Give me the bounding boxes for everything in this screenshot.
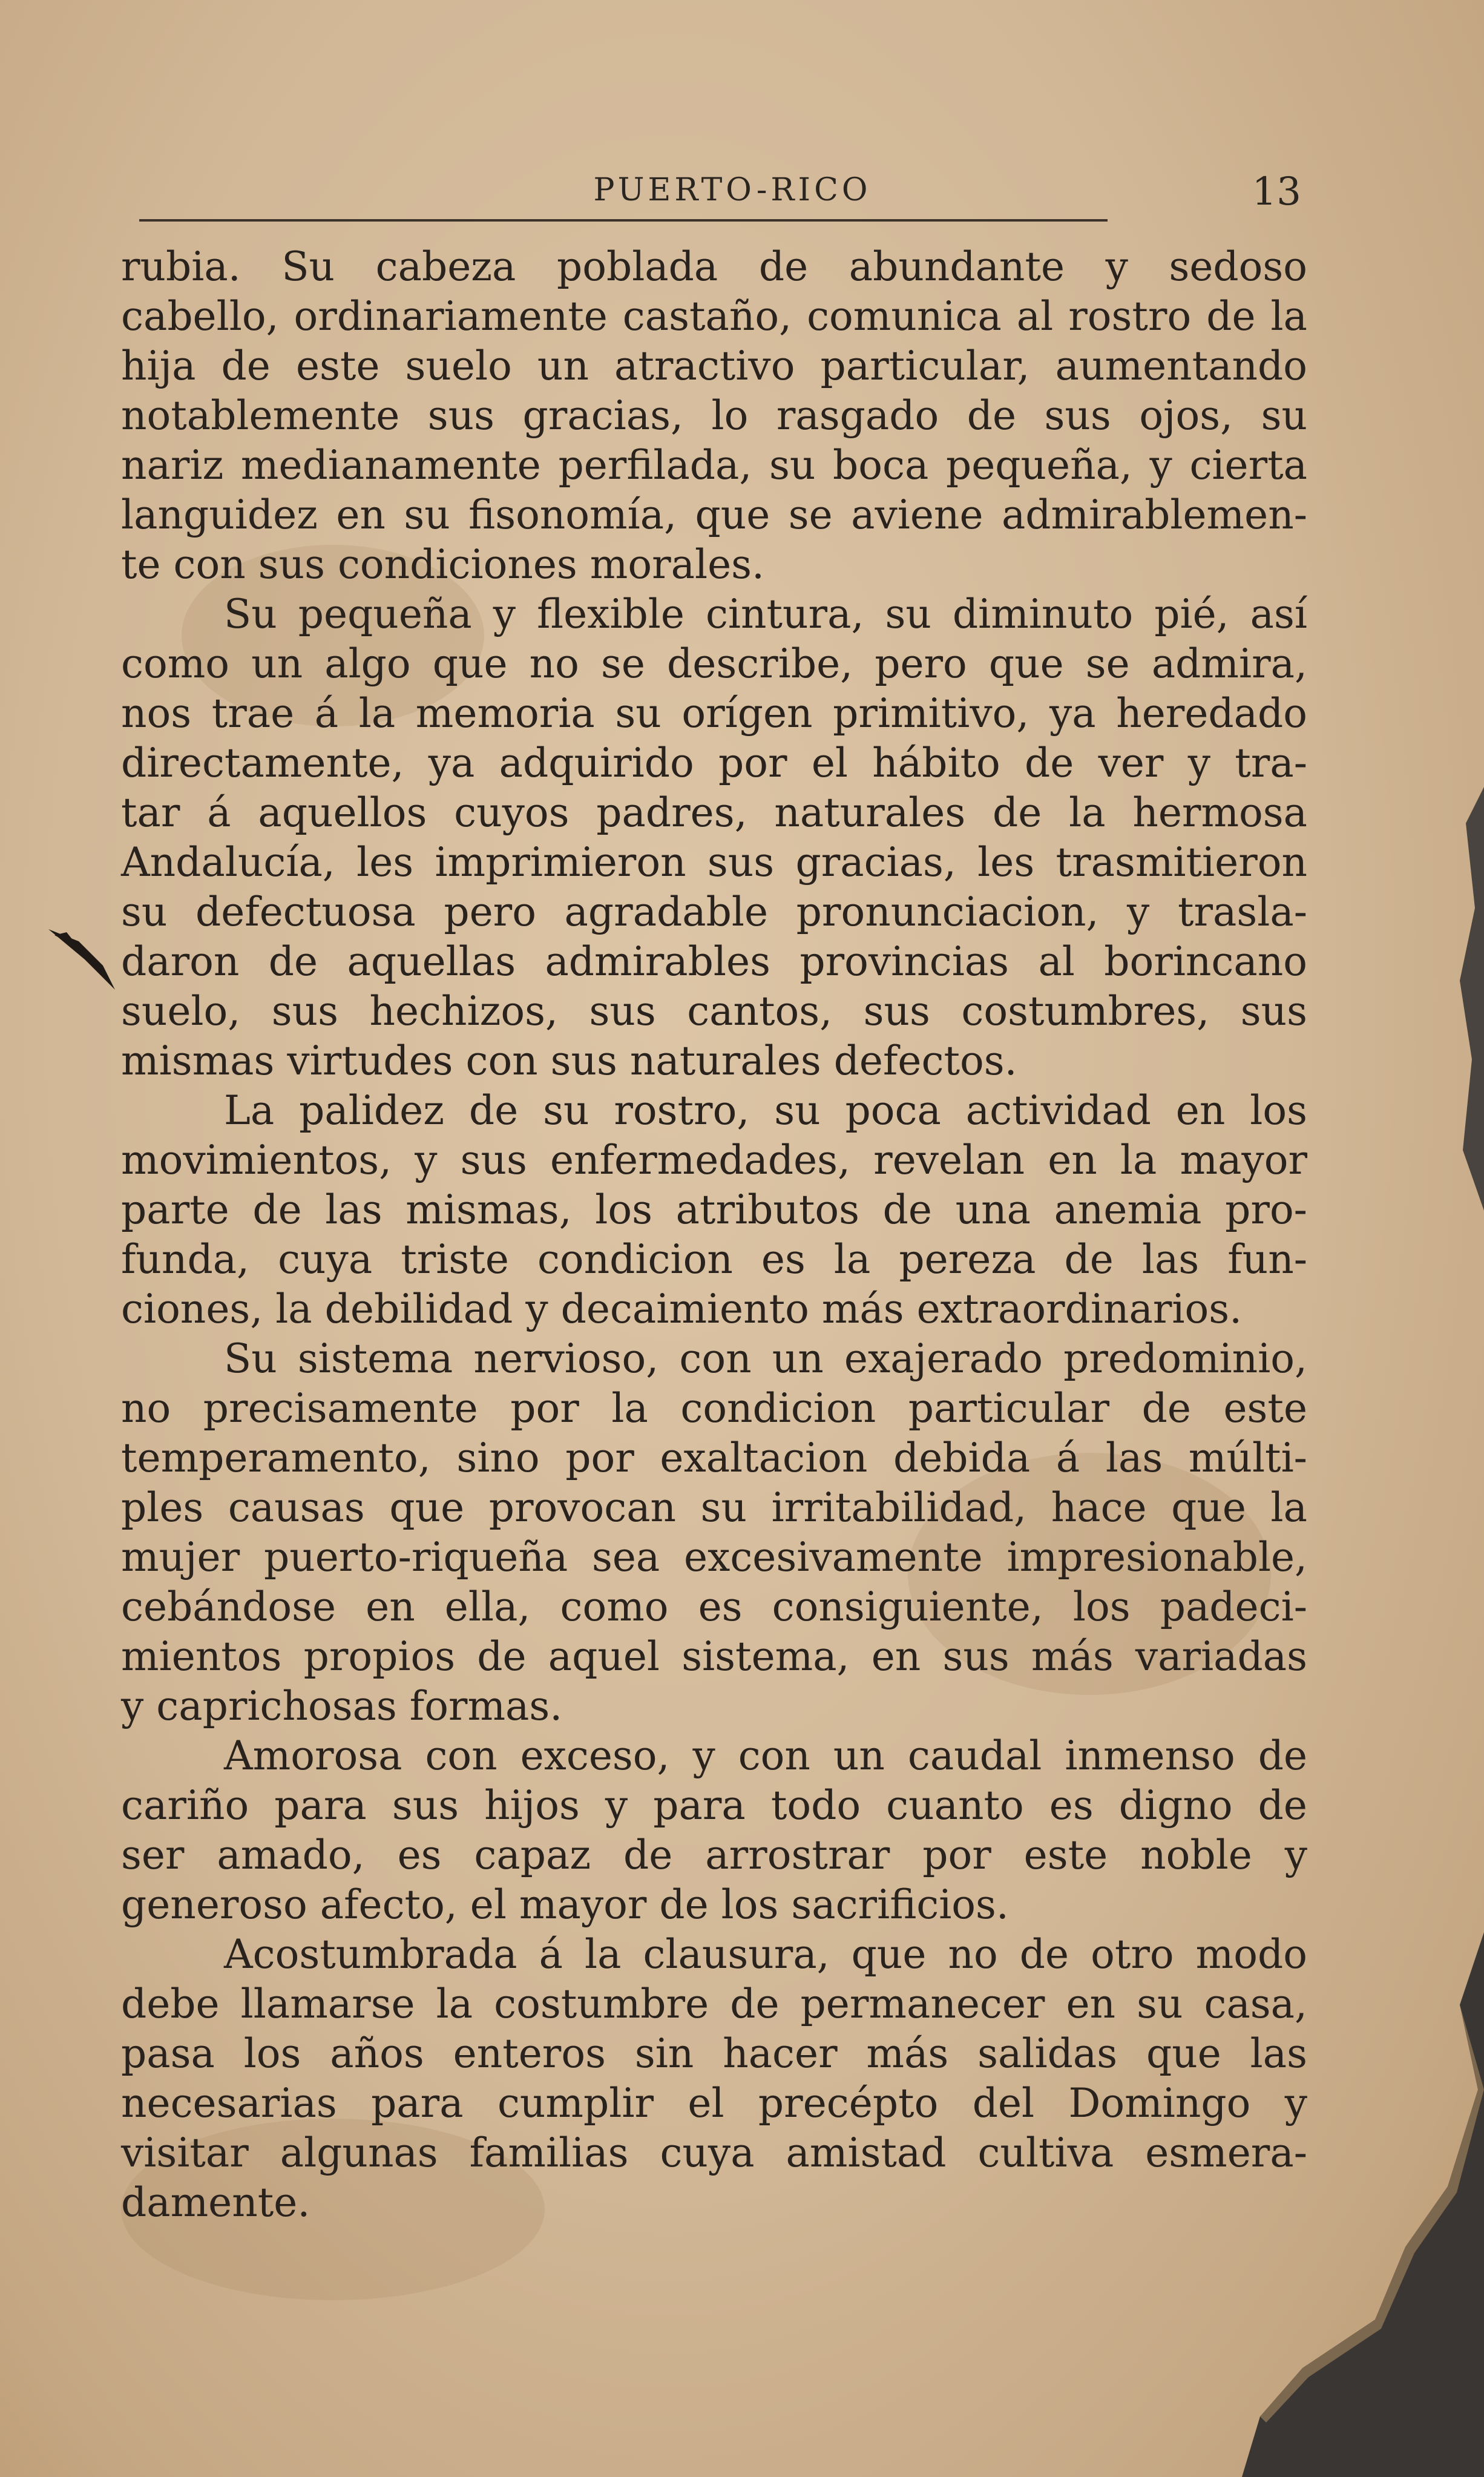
text-line: languidez en su fisonomía, que se aviene admirablemen- xyxy=(121,492,1307,538)
text-line: ciones, la debilidad y decaimiento más extraordinarios. xyxy=(121,1286,1243,1332)
paragraph xyxy=(121,1334,1307,1731)
text-line: nariz medianamente perfilada, su boca pequeña, y cierta xyxy=(121,442,1307,488)
text-line: rubia. Su cabeza poblada de abundante y sedoso xyxy=(121,243,1307,290)
text-line: Acostumbrada á la clausura, que no de otro modo xyxy=(224,1931,1307,1978)
header-rule xyxy=(139,219,1108,222)
text-line: cabello, ordinariamente castaño, comunica al rostro de la xyxy=(121,293,1307,340)
text-line: visitar algunas familias cuya amistad cultiva esmera- xyxy=(121,2130,1307,2176)
text-line: La palidez de su rostro, su poca actividad en los xyxy=(224,1087,1307,1134)
text-line: mismas virtudes con sus naturales defectos. xyxy=(121,1038,1017,1084)
text-line: tar á aquellos cuyos padres, naturales de la hermosa xyxy=(121,789,1307,836)
text-line: generoso afecto, el mayor de los sacrificios. xyxy=(121,1881,1009,1928)
page-edge-damage xyxy=(1442,787,1484,1211)
text-line: movimientos, y sus enfermedades, revelan en la mayor xyxy=(121,1137,1307,1183)
text-line: suelo, sus hechizos, sus cantos, sus costumbres, sus xyxy=(121,988,1307,1035)
text-line: mientos propios de aquel sistema, en sus más variadas xyxy=(121,1633,1307,1680)
text-line: su defectuosa pero agradable pronunciacion, y trasla- xyxy=(121,889,1307,935)
body-text xyxy=(121,242,1307,2228)
text-line: cebándose en ella, como es consiguiente, los padeci- xyxy=(121,1584,1307,1630)
text-line: debe llamarse la costumbre de permanecer en su casa, xyxy=(121,1981,1307,2027)
running-title: PUERTO-RICO xyxy=(593,172,872,208)
text-line: cariño para sus hijos y para todo cuanto es digno de xyxy=(121,1782,1307,1829)
text-line: no precisamente por la condicion particular de este xyxy=(121,1385,1307,1432)
torn-corner xyxy=(1121,1932,1484,2477)
text-line: notablemente sus gracias, lo rasgado de sus ojos, su xyxy=(121,392,1307,439)
text-line: pasa los años enteros sin hacer más salidas que las xyxy=(121,2030,1307,2077)
text-line: Su sistema nervioso, con un exajerado predominio, xyxy=(224,1335,1307,1382)
text-line: ser amado, es capaz de arrostrar por este noble y xyxy=(121,1832,1307,1878)
page-header xyxy=(139,169,1325,218)
text-line: Amorosa con exceso, y con un caudal inmenso de xyxy=(224,1732,1307,1779)
text-line: ples causas que provocan su irritabilidad, hace que la xyxy=(121,1484,1307,1531)
text-line: daron de aquellas admirables provincias al borincano xyxy=(121,938,1307,985)
text-line: Su pequeña y flexible cintura, su diminuto pié, así xyxy=(224,591,1307,637)
text-line: como un algo que no se describe, pero que se admira, xyxy=(121,640,1307,687)
page-number: 13 xyxy=(1252,169,1301,214)
text-line: parte de las mismas, los atributos de una anemia pro- xyxy=(121,1186,1307,1233)
text-line: te con sus condiciones morales. xyxy=(121,541,764,588)
paragraph xyxy=(121,242,1307,590)
text-line: funda, cuya triste condicion es la pereza de las fun- xyxy=(121,1236,1307,1283)
text-line: nos trae á la memoria su orígen primitivo, ya heredado xyxy=(121,690,1307,737)
text-line: necesarias para cumplir el precépto del Domingo y xyxy=(121,2080,1307,2127)
text-line: Andalucía, les imprimieron sus gracias, les trasmitieron xyxy=(121,839,1307,886)
text-line: hija de este suelo un atractivo particular, aumentando xyxy=(121,343,1307,389)
paragraph xyxy=(121,1731,1307,1930)
text-line: y caprichosas formas. xyxy=(121,1683,563,1729)
text-line: damente. xyxy=(121,2179,310,2226)
paragraph xyxy=(121,590,1307,1086)
text-line: temperamento, sino por exaltacion debida á las múlti- xyxy=(121,1435,1307,1481)
paragraph xyxy=(121,1086,1307,1334)
text-line: mujer puerto-riqueña sea excesivamente impresionable, xyxy=(121,1534,1307,1581)
text-line: directamente, ya adquirido por el hábito de ver y tra- xyxy=(121,740,1307,786)
